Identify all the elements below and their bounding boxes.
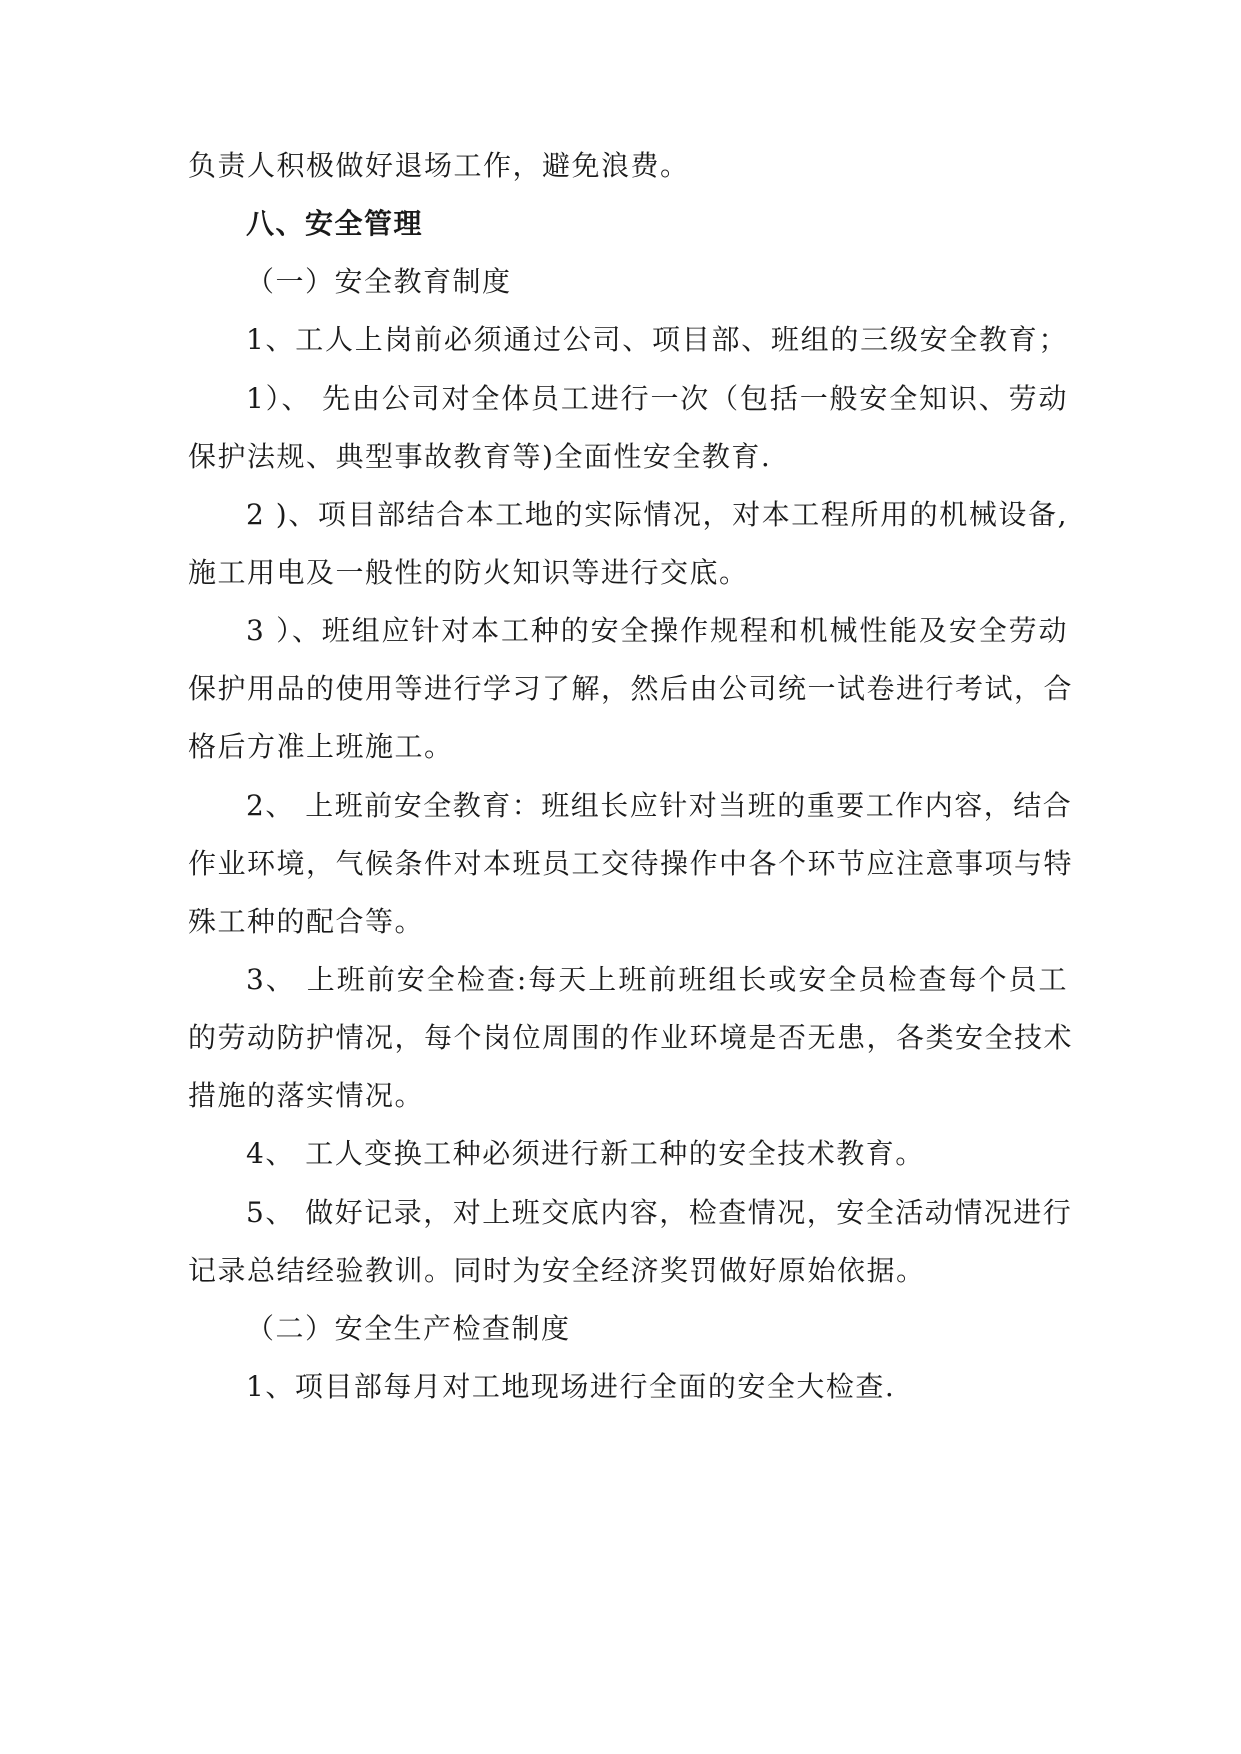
- paragraph-line: 3、 上班前安全检查:每天上班前班组长或安全员检查每个员工: [246, 963, 1068, 996]
- paragraph-line: 格后方准上班施工。: [188, 730, 454, 763]
- paragraph-line: 4、 工人变换工种必须进行新工种的安全技术教育。: [246, 1137, 925, 1170]
- paragraph-line: 措施的落实情况。: [188, 1079, 425, 1112]
- subsection-heading: （一）安全教育制度: [246, 265, 512, 298]
- paragraph-line: 保护法规、典型事故教育等)全面性安全教育.: [188, 440, 772, 473]
- paragraph-line: 2 )、项目部结合本工地的实际情况，对本工程所用的机械设备,: [246, 498, 1068, 531]
- section-heading: 八、安全管理: [246, 207, 424, 240]
- paragraph-line: 保护用品的使用等进行学习了解，然后由公司统一试卷进行考试，合: [188, 672, 1074, 705]
- paragraph-line: 5、 做好记录，对上班交底内容，检查情况，安全活动情况进行: [246, 1196, 1073, 1229]
- paragraph-line: 2、 上班前安全教育：班组长应针对当班的重要工作内容，结合: [246, 789, 1073, 822]
- paragraph-line: 负责人积极做好退场工作，避免浪费。: [188, 149, 690, 182]
- paragraph-line: 的劳动防护情况，每个岗位周围的作业环境是否无患，各类安全技术: [188, 1021, 1074, 1054]
- paragraph-line: 1）、 先由公司对全体员工进行一次（包括一般安全知识、劳动: [246, 382, 1068, 415]
- paragraph-line: 作业环境，气候条件对本班员工交待操作中各个环节应注意事项与特: [188, 847, 1074, 880]
- paragraph-line: 1、工人上岗前必须通过公司、项目部、班组的三级安全教育；: [246, 323, 1068, 356]
- paragraph-line: 记录总结经验教训。同时为安全经济奖罚做好原始依据。: [188, 1254, 926, 1287]
- paragraph-line: 3 ）、班组应针对本工种的安全操作规程和机械性能及安全劳动: [246, 614, 1068, 647]
- paragraph-line: 1、项目部每月对工地现场进行全面的安全大检查.: [246, 1370, 896, 1403]
- paragraph-line: 殊工种的配合等。: [188, 905, 425, 938]
- subsection-heading: （二）安全生产检查制度: [246, 1312, 571, 1345]
- paragraph-line: 施工用电及一般性的防火知识等进行交底。: [188, 556, 749, 589]
